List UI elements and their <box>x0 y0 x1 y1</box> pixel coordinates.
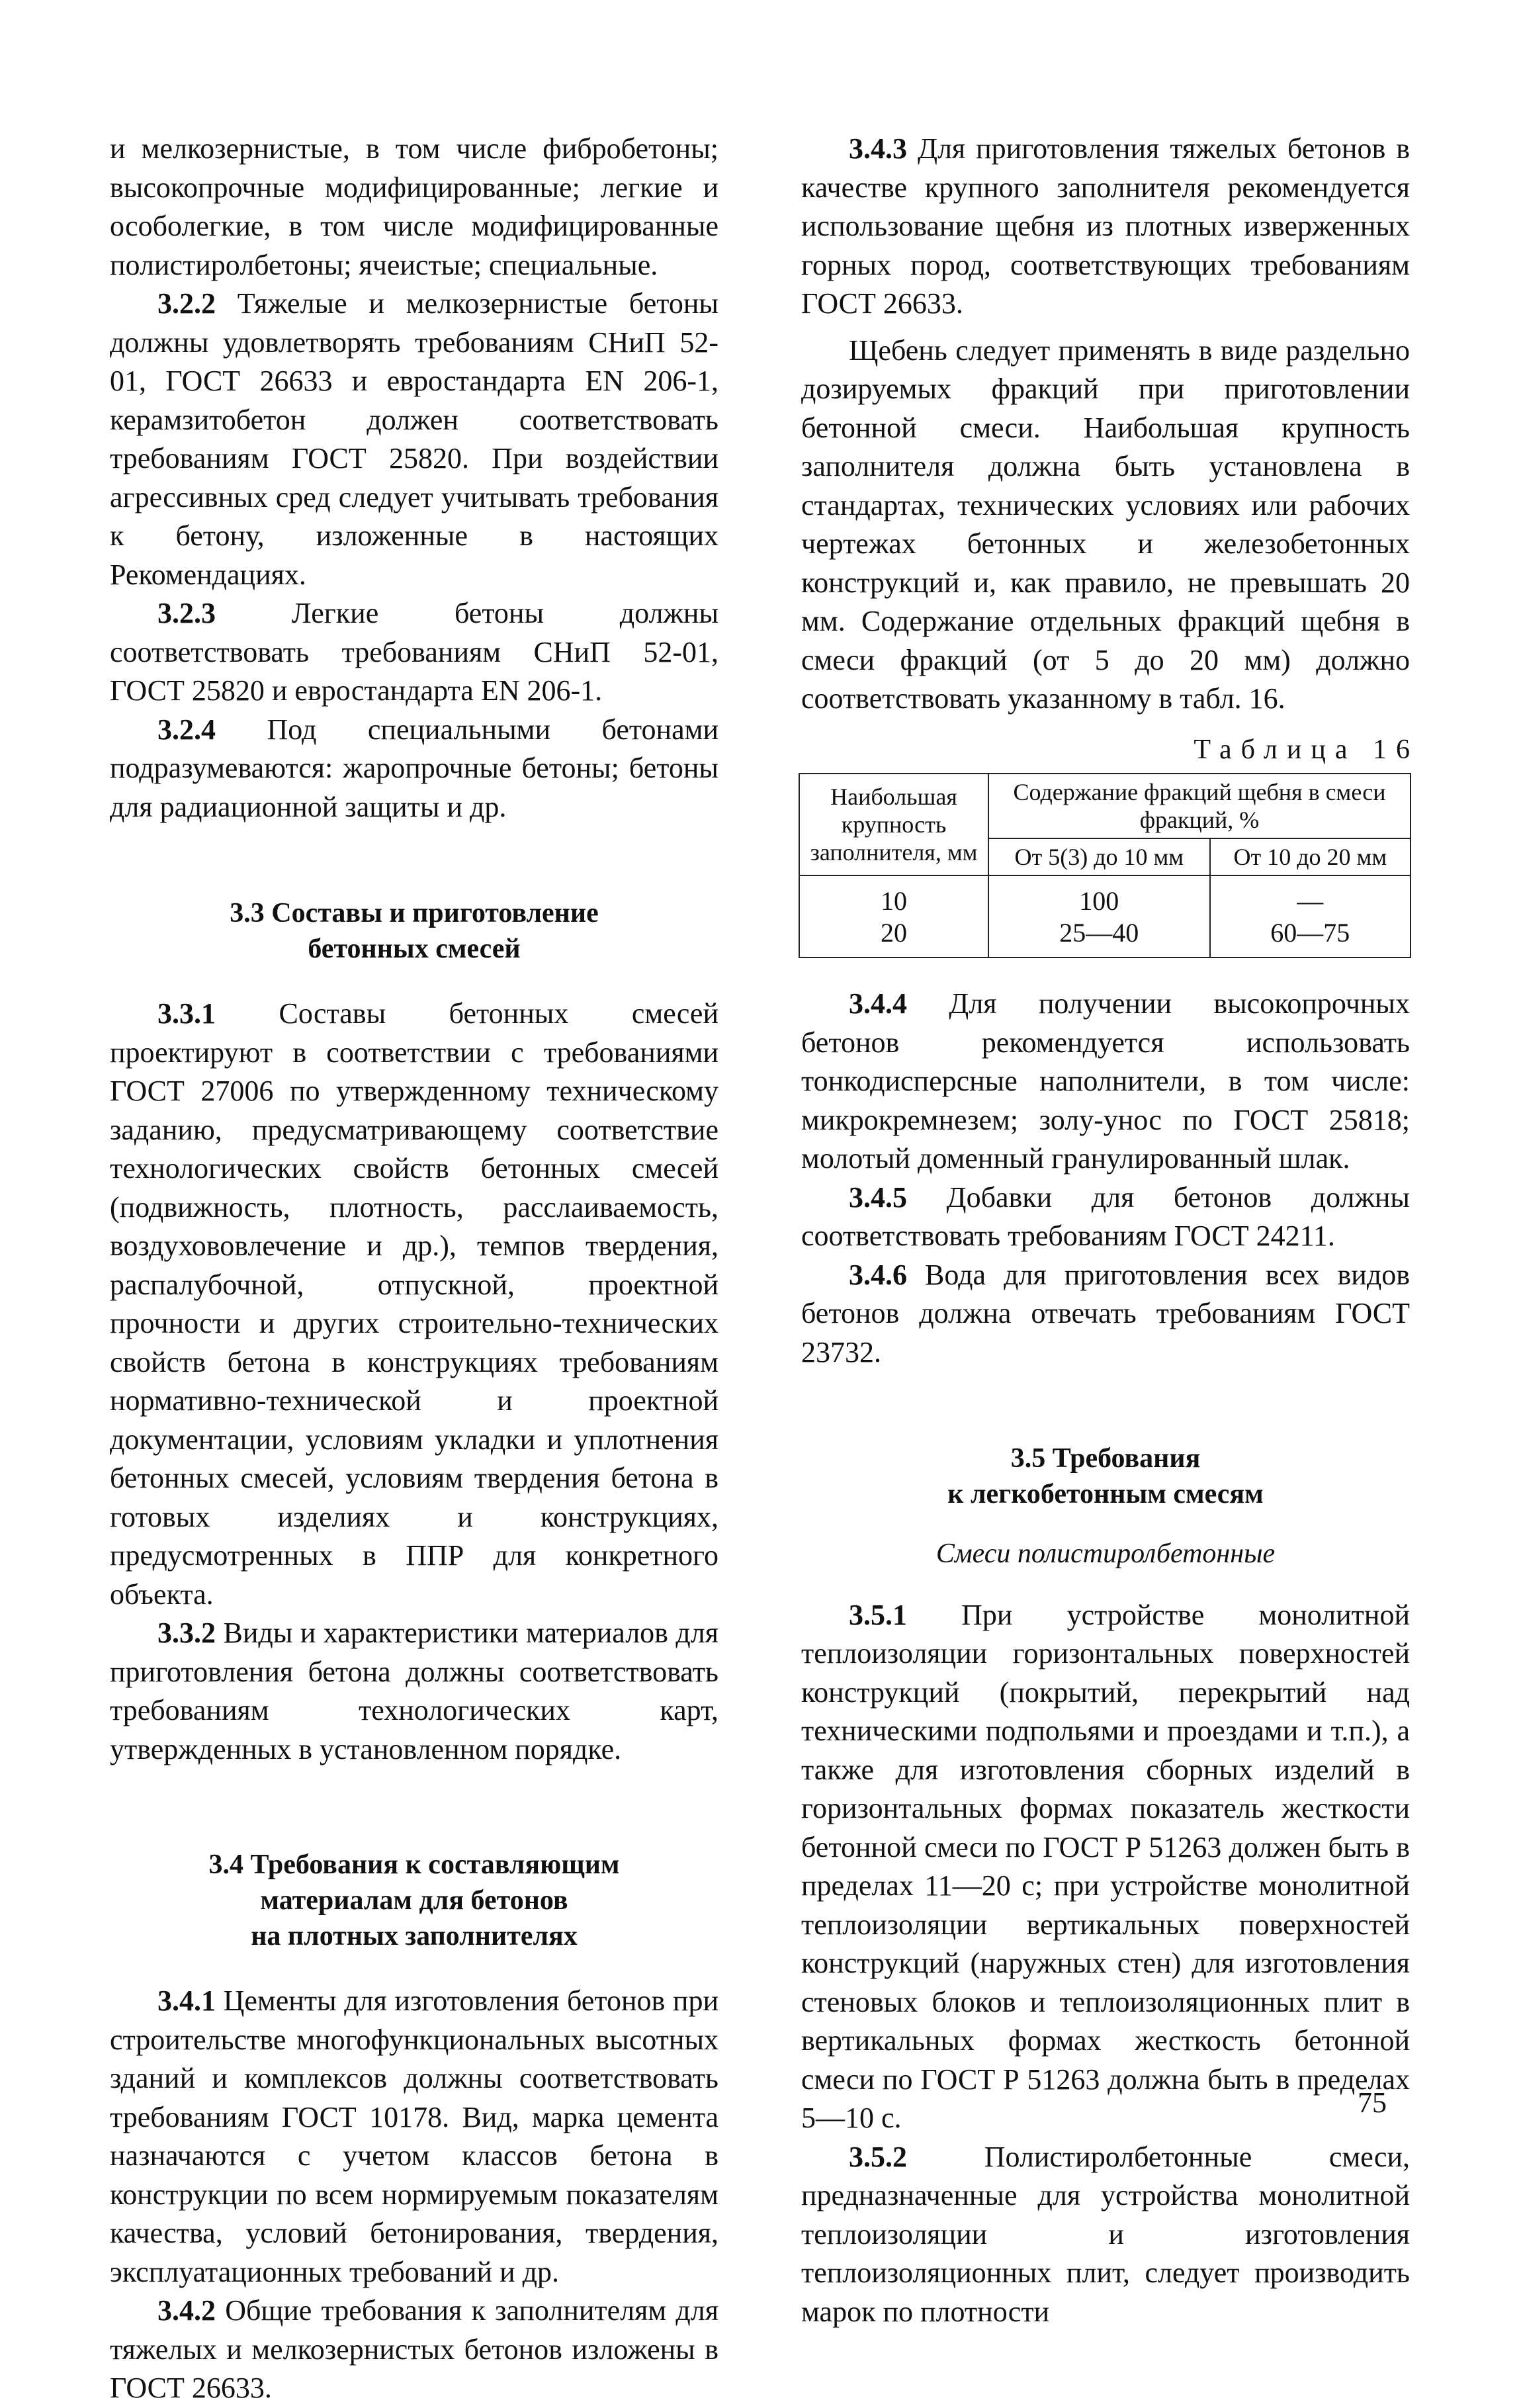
clause-text: Полистиролбетонные смеси, предназначенные для устройства монолитной теплоизоляции и изготовления теплоизоляционных плит, следует производить марок по плотности <box>801 2140 1410 2328</box>
table-16 <box>799 773 1411 958</box>
clause-text: Добавки для бетонов должны соответствовать требованиям ГОСТ 24211. <box>801 1181 1410 1252</box>
page-number: 75 <box>1358 2086 1387 2119</box>
heading-line: на плотных заполнителях <box>251 1921 578 1951</box>
value-size-1: 10 <box>881 886 907 916</box>
heading-line: 3.5 Требования <box>1010 1443 1201 1474</box>
right-column <box>801 130 1419 2331</box>
paragraph-3-2-3 <box>110 594 718 711</box>
clause-text: При устройстве монолитной теплоизоляции горизонтальных поверхностей конструкций (покрытий, перекрытий над техническими подпольями и проездами и т.п.), а также для изготовления сборных изделий в горизонтальных формах показатель жесткости бетонной смеси по ГОСТ Р 51263 должен быть в пределах 11—20 с; при устройстве монолитной теплоизоляции вертикальных поверхностей конструкций (наружных стен) для изготовления стеновых блоков и теплоизоляционных плит в вертикальных формах жесткость бетонной смеси по ГОСТ Р 51263 должна быть в пределах 5—10 с. <box>801 1598 1410 2134</box>
cell-size <box>799 875 988 958</box>
clause-number: 3.2.4 <box>157 713 216 746</box>
paragraph-3-4-2 <box>110 2292 718 2408</box>
paragraph-3-4-4 <box>801 985 1410 1179</box>
clause-number: 3.4.5 <box>849 1181 907 1214</box>
header-max-size: Наибольшая крупность заполнителя, мм <box>799 774 988 875</box>
cell-fraction-b <box>1210 875 1411 958</box>
clause-text: Цементы для изготовления бетонов при строительстве многофункциональных высотных зданий и комплексов должны соответствовать требованиям ГОСТ 10178. Вид, марка цемента назначаются с учетом классов бетона в конструкции по всем нормируемым показателям качества, условий бетонирования, твердения, эксплуатационных требований и др. <box>110 1984 718 2288</box>
clause-text: Легкие бетоны должны соответствовать требованиям СНиП 52-01, ГОСТ 25820 и евростандарта EN 206-1. <box>110 597 718 707</box>
section-heading-3-3 <box>110 895 718 967</box>
clause-number: 3.4.4 <box>849 987 907 1020</box>
clause-number: 3.2.3 <box>157 597 216 629</box>
value-a-2: 25—40 <box>1059 918 1139 948</box>
paragraph-continuation: и мелкозернистые, в том числе фибробетоны; высокопрочные модифицированные; легкие и особолегкие, в том числе модифицированные полистиролбетоны; ячеистые; специальные. <box>110 132 718 281</box>
clause-text: Тяжелые и мелкозернистые бетоны должны удовлетворять требованиям СНиП 52-01, ГОСТ 26633 и евростандарта EN 206-1, керамзитобетон должен соответствовать требованиям ГОСТ 25820. При воздействии агрессивных сред следует учитывать требования к бетону, изложенные в настоящих Рекомендациях. <box>110 287 718 591</box>
heading-line: 3.4 Требования к составляющим <box>208 1850 620 1880</box>
clause-text: Составы бетонных смесей проектируют в соответствии с требованиями ГОСТ 27006 по утвержденному техническому заданию, предусматривающему соответствие технологических свойств бетонных смесей (подвижность, плотность, расслаиваемость, воздухововлечение и др.), темпов твердения, распалубочной, отпускной, проектной прочности и других строительно-технических свойств бетона в конструкциях требованиям нормативно-технической и проектной документации, условиям укладки и уплотнения бетонных смесей, условиям твердения бетона в готовых изделиях и конструкциях, предусмотренных в ППР для конкретного объекта. <box>110 997 718 1611</box>
clause-text: Вода для приготовления всех видов бетонов должна отвечать требованиям ГОСТ 23732. <box>801 1258 1410 1368</box>
header-fraction-b: От 10 до 20 мм <box>1210 838 1411 875</box>
value-b-2: 60—75 <box>1270 918 1350 948</box>
table-data-row <box>799 875 1411 958</box>
clause-text: Общие требования к заполнителям для тяжелых и мелкозернистых бетонов изложены в ГОСТ 26633. <box>110 2294 718 2404</box>
clause-number: 3.5.2 <box>849 2140 907 2173</box>
value-size-2: 20 <box>881 918 907 948</box>
paragraph-3-3-2 <box>110 1614 718 1769</box>
clause-number: 3.3.2 <box>157 1617 216 1649</box>
heading-line: к легкобетонным смесям <box>947 1479 1264 1509</box>
paragraph-3-4-1 <box>110 1982 718 2292</box>
clause-text: Для приготовления тяжелых бетонов в качестве крупного заполнителя рекомендуется использование щебня из плотных изверженных горных пород, соответствующих требованиям ГОСТ 26633. <box>801 132 1410 320</box>
table-header-row <box>799 774 1411 838</box>
paragraph-3-2-2 <box>110 285 718 594</box>
paragraph-3-3-1 <box>110 995 718 1614</box>
paragraph-3-4-5 <box>801 1179 1410 1256</box>
cell-fraction-a <box>988 875 1210 958</box>
paragraph-3-2-4 <box>110 711 718 827</box>
clause-number: 3.4.3 <box>849 132 907 165</box>
clause-text: Виды и характеристики материалов для приготовления бетона должны соответствовать требованиям технологических карт, утвержденных в установленном порядке. <box>110 1617 718 1765</box>
heading-line: 3.3 Составы и приготовление <box>230 898 599 928</box>
section-heading-3-4 <box>110 1847 718 1954</box>
clause-text: Под специальными бетонами подразумеваются: жаропрочные бетоны; бетоны для радиационной защиты и др. <box>110 713 718 823</box>
clause-text: Для получении высокопрочных бетонов рекомендуется использовать тонкодисперсные наполнители, в том числе: микрокремнезем; золу-унос по ГОСТ 25818; молотый доменный гранулированный шлак. <box>801 987 1410 1175</box>
paragraph-3-5-2 <box>801 2138 1410 2332</box>
clause-number: 3.4.1 <box>157 1984 216 2017</box>
heading-line: материалам для бетонов <box>260 1885 568 1916</box>
value-b-1: — <box>1297 886 1324 916</box>
clause-number: 3.4.2 <box>157 2294 216 2327</box>
clause-number: 3.5.1 <box>849 1598 907 1631</box>
header-fraction-a: От 5(3) до 10 мм <box>988 838 1210 875</box>
clause-number: 3.2.2 <box>157 287 216 320</box>
paragraph-crushed-stone: Щебень следует применять в виде раздельно дозируемых фракций при приготовлении бетонной смеси. Наибольшая крупность заполнителя должна быть установлена в стандартах, технических условиях или рабочих чертежах бетонных и железобетонных конструкций и, как правило, не превышать 20 мм. Содержание отдельных фракций щебня в смеси фракций (от 5 до 20 мм) должно соответствовать указанному в табл. 16. <box>801 334 1410 715</box>
paragraph-3-5-1 <box>801 1596 1410 2138</box>
left-column <box>110 130 718 2408</box>
paragraph-3-4-6 <box>801 1256 1410 1372</box>
paragraph-3-4-3 <box>801 130 1410 324</box>
heading-line: бетонных смесей <box>308 934 521 964</box>
clause-number: 3.4.6 <box>849 1258 907 1291</box>
clause-number: 3.3.1 <box>157 997 216 1030</box>
header-content: Содержание фракций щебня в смеси фракций, % <box>988 774 1411 838</box>
subsection-title: Смеси полистиролбетонные <box>935 1538 1276 1569</box>
table-caption: Таблица 16 <box>1194 734 1419 765</box>
section-heading-3-5 <box>801 1441 1410 1512</box>
value-a-1: 100 <box>1079 886 1119 916</box>
